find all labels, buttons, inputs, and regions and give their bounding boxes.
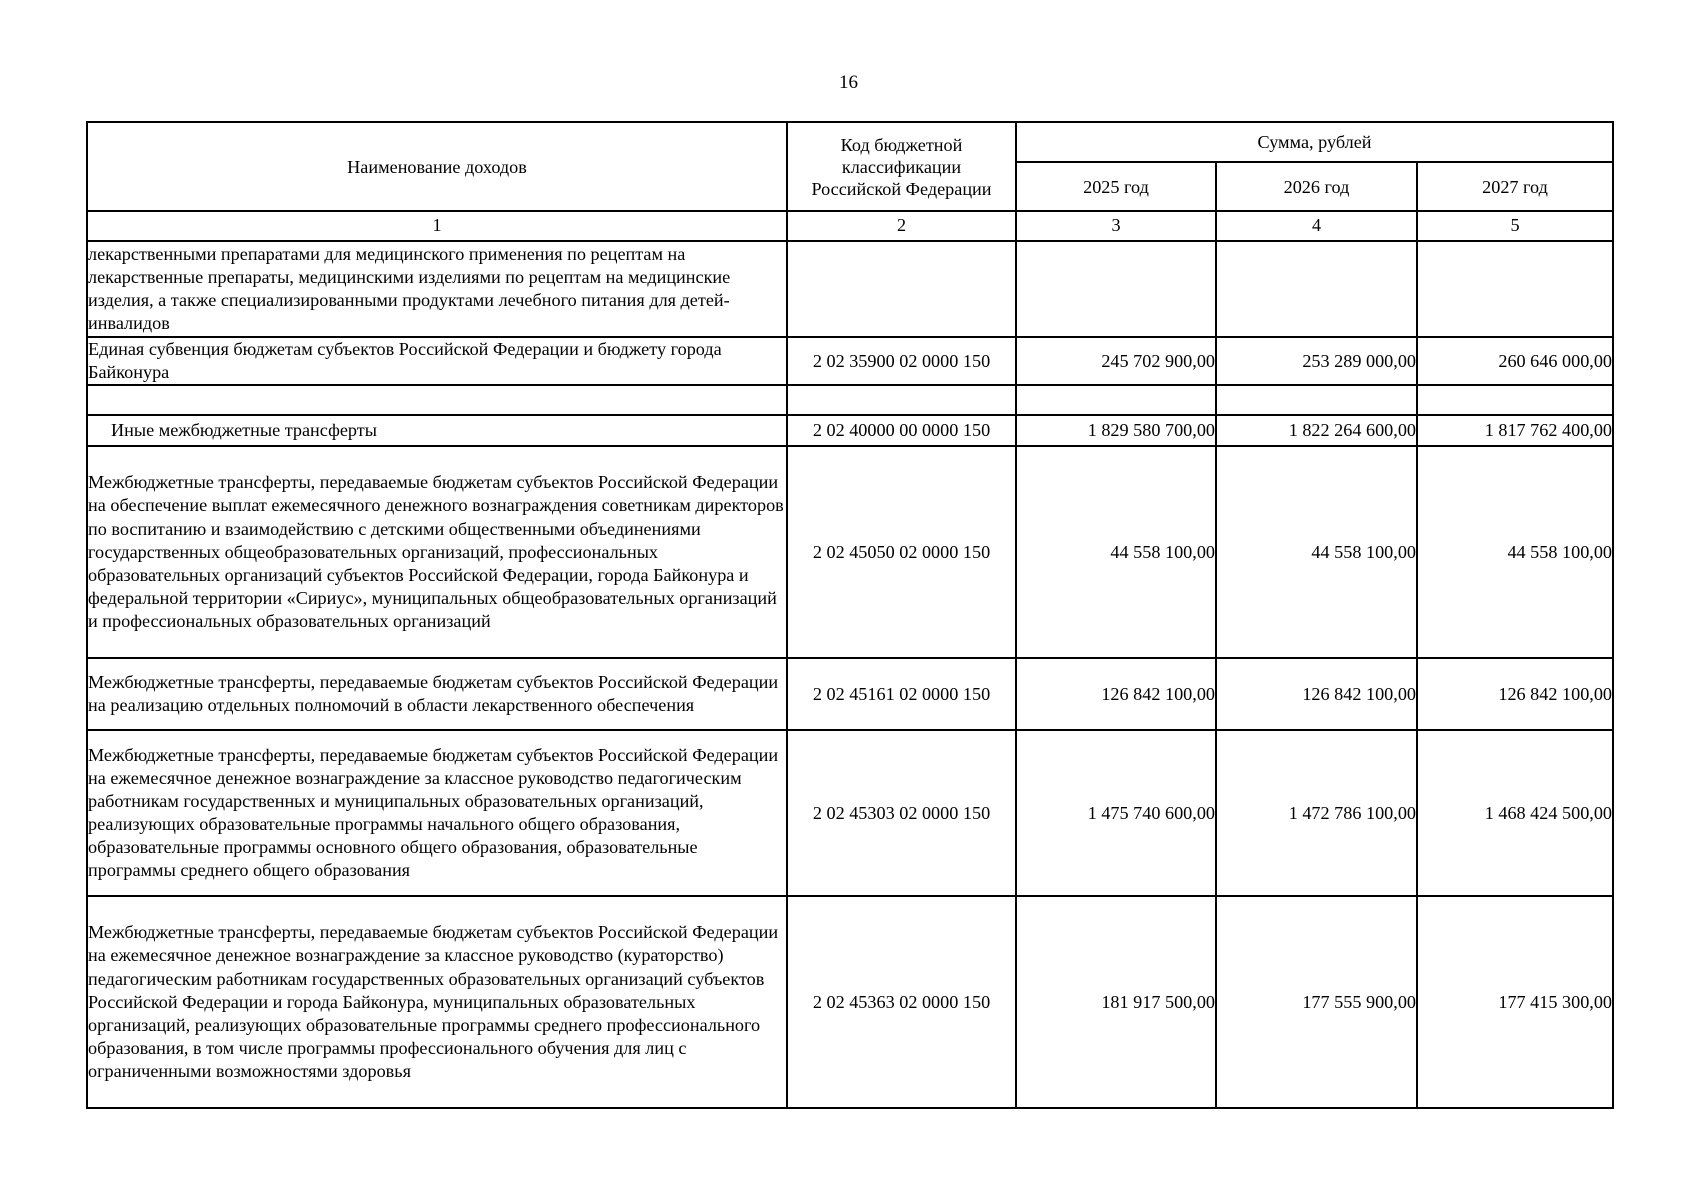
header-row-top xyxy=(87,122,1613,162)
income-name: Единая субвенция бюджетам субъектов Российской Федерации и бюджету города Байконура xyxy=(87,337,787,385)
column-number: 5 xyxy=(1417,211,1613,241)
amount-2026: 1 472 786 100,00 xyxy=(1216,730,1417,896)
header-name: Наименование доходов xyxy=(87,122,787,211)
table-row xyxy=(87,730,1613,896)
table-header xyxy=(87,122,1613,241)
amount-2026: 1 822 264 600,00 xyxy=(1216,415,1417,446)
amount-2025: 44 558 100,00 xyxy=(1016,446,1216,658)
amount-2027: 1 817 762 400,00 xyxy=(1417,415,1613,446)
table-row xyxy=(87,415,1613,446)
income-name: Иные межбюджетные трансферты xyxy=(87,415,787,446)
column-number: 1 xyxy=(87,211,787,241)
budget-code: 2 02 45303 02 0000 150 xyxy=(787,730,1016,896)
amount-2027 xyxy=(1417,241,1613,337)
amount-2026: 253 289 000,00 xyxy=(1216,337,1417,385)
amount-2025 xyxy=(1016,385,1216,415)
income-name: лекарственными препаратами для медицинского применения по рецептам на лекарственные препараты, медицинскими изделиями по рецептам на медицинские изделия, а также специализированными продуктами лечебного питания для детей-инвалидов xyxy=(87,241,787,337)
budget-code: 2 02 35900 02 0000 150 xyxy=(787,337,1016,385)
column-number: 3 xyxy=(1016,211,1216,241)
table-row xyxy=(87,446,1613,658)
table-row xyxy=(87,658,1613,730)
header-sum-group: Сумма, рублей xyxy=(1016,122,1613,162)
header-year-2026: 2026 год xyxy=(1216,162,1417,211)
amount-2026: 126 842 100,00 xyxy=(1216,658,1417,730)
column-number: 4 xyxy=(1216,211,1417,241)
budget-code: 2 02 45161 02 0000 150 xyxy=(787,658,1016,730)
amount-2026 xyxy=(1216,241,1417,337)
page-number: 16 xyxy=(839,72,858,93)
column-number-row xyxy=(87,211,1613,241)
amount-2025: 181 917 500,00 xyxy=(1016,896,1216,1108)
table-row xyxy=(87,896,1613,1108)
amount-2027: 260 646 000,00 xyxy=(1417,337,1613,385)
amount-2025: 126 842 100,00 xyxy=(1016,658,1216,730)
amount-2025: 1 475 740 600,00 xyxy=(1016,730,1216,896)
header-code: Код бюджетной классификации Российской Федерации xyxy=(787,122,1016,211)
amount-2026 xyxy=(1216,385,1417,415)
budget-code xyxy=(787,385,1016,415)
table-row xyxy=(87,337,1613,385)
budget-code: 2 02 40000 00 0000 150 xyxy=(787,415,1016,446)
amount-2027: 44 558 100,00 xyxy=(1417,446,1613,658)
income-name: Межбюджетные трансферты, передаваемые бюджетам субъектов Российской Федерации на ежемесячное денежное вознаграждение за классное руководство (кураторство) педагогическим работникам государственных образовательных организаций субъектов Российской Федерации и города Байконура, муниципальных образовательных организаций, реализующих образовательные программы среднего профессионального образования, в том числе программы профессионального обучения для лиц с ограниченными возможностями здоровья xyxy=(87,896,787,1108)
budget-code: 2 02 45050 02 0000 150 xyxy=(787,446,1016,658)
table-body xyxy=(87,241,1613,1108)
amount-2026: 44 558 100,00 xyxy=(1216,446,1417,658)
header-year-2027: 2027 год xyxy=(1417,162,1613,211)
amount-2026: 177 555 900,00 xyxy=(1216,896,1417,1108)
budget-code: 2 02 45363 02 0000 150 xyxy=(787,896,1016,1108)
income-name: Межбюджетные трансферты, передаваемые бюджетам субъектов Российской Федерации на реализацию отдельных полномочий в области лекарственного обеспечения xyxy=(87,658,787,730)
amount-2027 xyxy=(1417,385,1613,415)
header-year-2025: 2025 год xyxy=(1016,162,1216,211)
amount-2025: 245 702 900,00 xyxy=(1016,337,1216,385)
column-number: 2 xyxy=(787,211,1016,241)
amount-2027: 177 415 300,00 xyxy=(1417,896,1613,1108)
amount-2025 xyxy=(1016,241,1216,337)
revenue-table xyxy=(86,121,1614,1109)
budget-code xyxy=(787,241,1016,337)
amount-2027: 1 468 424 500,00 xyxy=(1417,730,1613,896)
income-name: Межбюджетные трансферты, передаваемые бюджетам субъектов Российской Федерации на ежемесячное денежное вознаграждение за классное руководство педагогическим работникам государственных и муниципальных образовательных организаций, реализующих образовательные программы начального общего образования, образовательные программы основного общего образования, образовательные программы среднего общего образования xyxy=(87,730,787,896)
table-row-blank xyxy=(87,385,1613,415)
amount-2025: 1 829 580 700,00 xyxy=(1016,415,1216,446)
income-name xyxy=(87,385,787,415)
table-row xyxy=(87,241,1613,337)
amount-2027: 126 842 100,00 xyxy=(1417,658,1613,730)
income-name: Межбюджетные трансферты, передаваемые бюджетам субъектов Российской Федерации на обеспечение выплат ежемесячного денежного вознаграждения советникам директоров по воспитанию и взаимодействию с детскими общественными объединениями государственных общеобразовательных организаций, профессиональных образовательных организаций субъектов Российской Федерации, города Байконура и федеральной территории «Сириус», муниципальных общеобразовательных организаций и профессиональных образовательных организаций xyxy=(87,446,787,658)
